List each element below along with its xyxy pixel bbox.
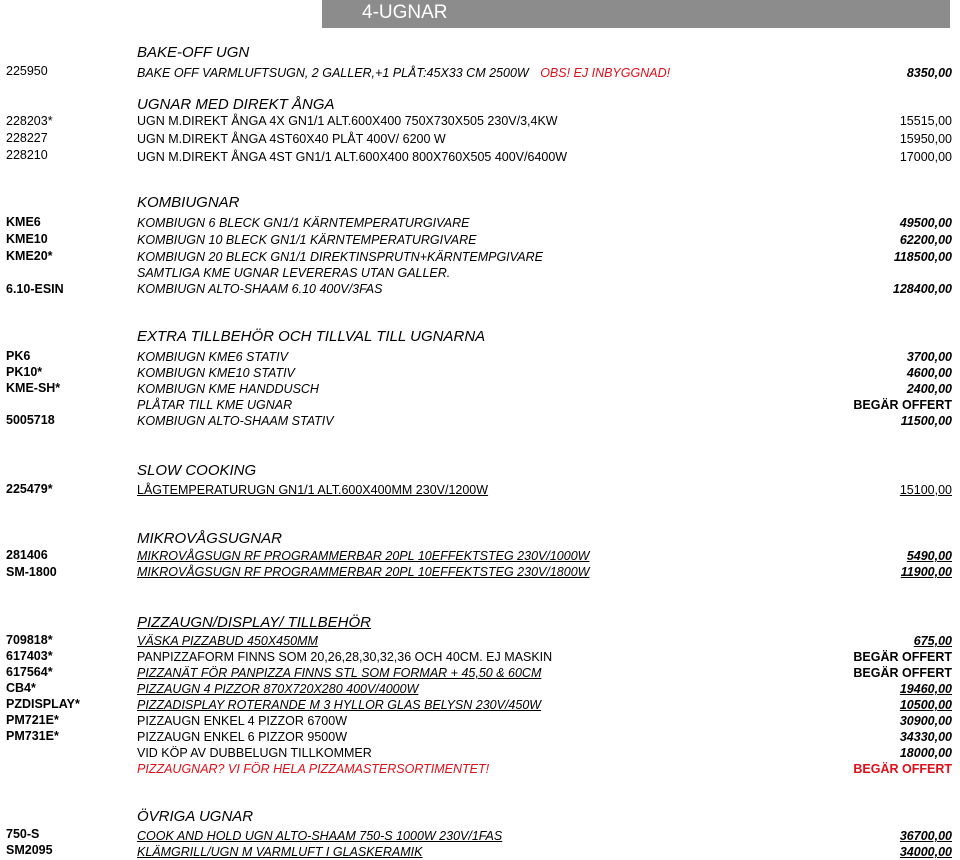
- section-heading-bakeoff: BAKE-OFF UGN: [137, 44, 250, 61]
- item-desc-text: BAKE OFF VARMLUFTSUGN, 2 GALLER,+1 PLÅT:45X33 CM 2500W: [137, 66, 529, 80]
- title-banner: [322, 0, 950, 28]
- item-desc: KOMBIUGN 10 BLECK GN1/1 KÄRNTEMPERATURGIVARE: [137, 233, 477, 247]
- item-code: 6.10-ESIN: [6, 282, 64, 296]
- item-price: 49500,00: [899, 216, 952, 230]
- item-price: 17000,00: [899, 150, 952, 164]
- item-code: PM731E*: [6, 729, 59, 743]
- item-code: SM-1800: [6, 565, 57, 579]
- item-desc: KOMBIUGN 20 BLECK GN1/1 DIREKTINSPRUTN+KÄRNTEMPGIVARE: [137, 250, 543, 264]
- section-heading-pizza: PIZZAUGN/DISPLAY/ TILLBEHÖR: [137, 614, 371, 631]
- item-desc: PIZZAUGN 4 PIZZOR 870X720X280 400V/4000W: [137, 682, 419, 696]
- item-desc: KOMBIUGN 6 BLECK GN1/1 KÄRNTEMPERATURGIVARE: [137, 216, 470, 230]
- item-desc: [137, 66, 670, 80]
- page-title: 4-UGNAR: [362, 2, 448, 23]
- item-price: 11500,00: [900, 414, 952, 428]
- section-heading-kombi: KOMBIUGNAR: [137, 194, 240, 211]
- item-code: KME6: [6, 215, 41, 229]
- item-desc: KOMBIUGN KME6 STATIV: [137, 350, 288, 364]
- item-code: PZDISPLAY*: [6, 697, 80, 711]
- item-desc: UGN M.DIREKT ÅNGA 4ST60X40 PLÅT 400V/ 6200 W: [137, 132, 446, 146]
- item-price: 4600,00: [906, 366, 952, 380]
- item-code: 281406: [6, 548, 48, 562]
- item-code: PM721E*: [6, 713, 59, 727]
- item-code: SM2095: [6, 843, 53, 857]
- item-price: 34330,00: [899, 730, 952, 744]
- item-desc: KOMBIUGN ALTO-SHAAM STATIV: [137, 414, 334, 428]
- item-price: BEGÄR OFFERT: [853, 666, 952, 680]
- item-price: 15100,00: [899, 483, 952, 497]
- item-code: 228203*: [6, 114, 53, 128]
- item-desc: PANPIZZAFORM FINNS SOM 20,26,28,30,32,36 OCH 40CM. EJ MASKIN: [137, 650, 553, 664]
- item-price: 3700,00: [906, 350, 952, 364]
- item-code: CB4*: [6, 681, 36, 695]
- item-desc: VID KÖP AV DUBBELUGN TILLKOMMER: [137, 746, 372, 760]
- item-price: 36700,00: [899, 829, 952, 843]
- item-code: 225950: [6, 64, 48, 78]
- item-desc: PLÅTAR TILL KME UGNAR: [137, 398, 293, 412]
- item-price: 15950,00: [899, 132, 952, 146]
- item-price: 18000,00: [899, 746, 952, 760]
- section-heading-direktanga: UGNAR MED DIREKT ÅNGA: [137, 96, 335, 113]
- item-code: 228227: [6, 131, 48, 145]
- item-desc: PIZZAUGN ENKEL 6 PIZZOR 9500W: [137, 730, 348, 744]
- item-desc: SAMTLIGA KME UGNAR LEVERERAS UTAN GALLER.: [137, 266, 451, 280]
- item-desc: PIZZANÄT FÖR PANPIZZA FINNS STL SOM FORMAR + 45,50 & 60CM: [137, 666, 542, 680]
- item-code: 225479*: [6, 482, 53, 496]
- item-code: 617564*: [6, 665, 53, 679]
- item-desc: PIZZADISPLAY ROTERANDE M 3 HYLLOR GLAS BELYSN 230V/450W: [137, 698, 542, 712]
- item-price: 15515,00: [899, 114, 952, 128]
- item-desc: UGN M.DIREKT ÅNGA 4ST GN1/1 ALT.600X400 800X760X505 400V/6400W: [137, 150, 568, 164]
- item-price: 10500,00: [899, 698, 952, 712]
- item-price: 8350,00: [906, 66, 952, 80]
- item-code: 750-S: [6, 827, 40, 841]
- item-code: 709818*: [6, 633, 53, 647]
- section-heading-extra: EXTRA TILLBEHÖR OCH TILLVAL TILL UGNARNA: [137, 328, 486, 345]
- item-price: 2400,00: [906, 382, 952, 396]
- item-price: 30900,00: [899, 714, 952, 728]
- item-code: KME20*: [6, 249, 53, 263]
- section-heading-mikro: MIKROVÅGSUGNAR: [137, 530, 283, 547]
- item-price: 62200,00: [899, 233, 952, 247]
- item-desc: MIKROVÅGSUGN RF PROGRAMMERBAR 20PL 10EFFEKTSTEG 230V/1000W: [137, 549, 590, 563]
- item-code: 617403*: [6, 649, 53, 663]
- item-price-promo: BEGÄR OFFERT: [853, 762, 952, 776]
- item-code: KME10: [6, 232, 48, 246]
- item-desc: KOMBIUGN ALTO-SHAAM 6.10 400V/3FAS: [137, 282, 383, 296]
- item-desc: KOMBIUGN KME10 STATIV: [137, 366, 295, 380]
- item-code: PK10*: [6, 365, 43, 379]
- item-price: 118500,00: [893, 250, 952, 264]
- item-desc: COOK AND HOLD UGN ALTO-SHAAM 750-S 1000W 230V/1FAS: [137, 829, 503, 843]
- item-price: 34000,00: [899, 845, 952, 859]
- item-note: OBS! EJ INBYGGNAD!: [540, 66, 671, 80]
- item-price: 19460,00: [899, 682, 952, 696]
- item-desc-promo: PIZZAUGNAR? VI FÖR HELA PIZZAMASTERSORTIMENTET!: [137, 762, 490, 776]
- item-price: BEGÄR OFFERT: [853, 650, 952, 664]
- item-code: PK6: [6, 349, 31, 363]
- item-desc: PIZZAUGN ENKEL 4 PIZZOR 6700W: [137, 714, 348, 728]
- section-heading-slow: SLOW COOKING: [137, 462, 257, 479]
- item-code: 228210: [6, 148, 48, 162]
- item-price: BEGÄR OFFERT: [853, 398, 952, 412]
- item-desc: VÄSKA PIZZABUD 450X450MM: [137, 634, 318, 648]
- item-code: 5005718: [6, 413, 55, 427]
- item-desc: KLÄMGRILL/UGN M VARMLUFT I GLASKERAMIK: [137, 845, 423, 859]
- item-desc: UGN M.DIREKT ÅNGA 4X GN1/1 ALT.600X400 750X730X505 230V/3,4KW: [137, 114, 558, 128]
- item-desc: LÅGTEMPERATURUGN GN1/1 ALT.600X400MM 230V/1200W: [137, 483, 489, 497]
- item-code: KME-SH*: [6, 381, 61, 395]
- item-price: 128400,00: [892, 282, 952, 296]
- section-heading-ovriga: ÖVRIGA UGNAR: [137, 808, 254, 825]
- item-price: 675,00: [913, 634, 952, 648]
- item-desc: MIKROVÅGSUGN RF PROGRAMMERBAR 20PL 10EFFEKTSTEG 230V/1800W: [137, 565, 590, 579]
- item-price: 5490,00: [906, 549, 952, 563]
- item-desc: KOMBIUGN KME HANDDUSCH: [137, 382, 319, 396]
- item-price: 11900,00: [900, 565, 952, 579]
